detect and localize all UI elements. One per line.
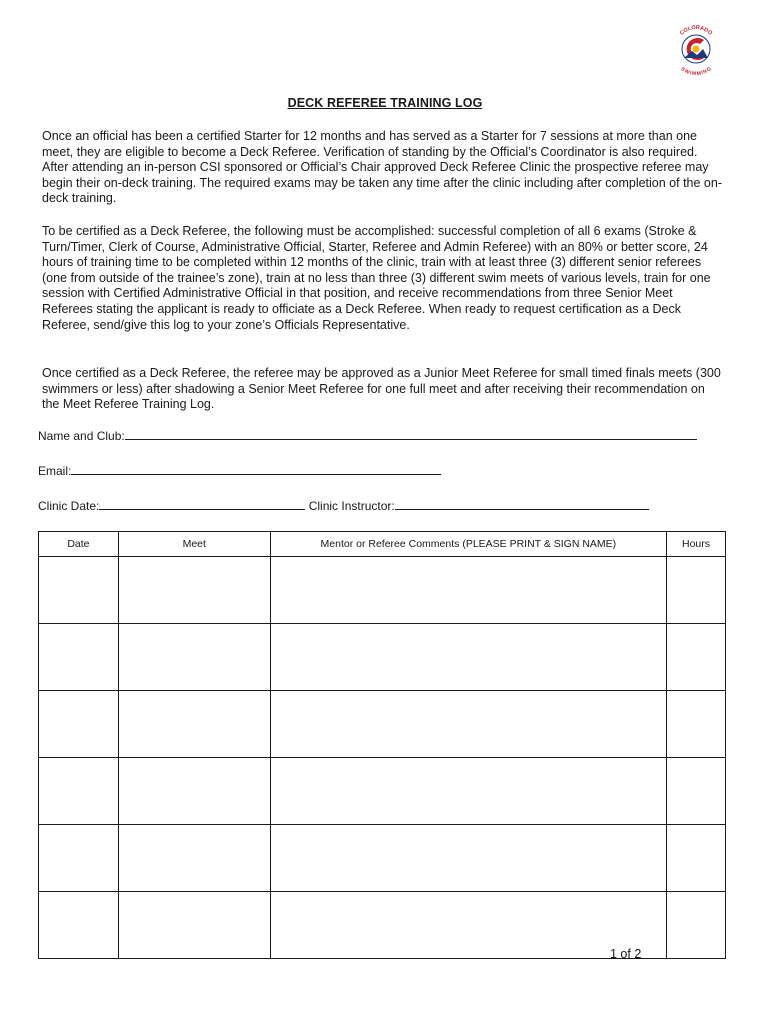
- clinic-date-label: Clinic Date:: [38, 499, 100, 513]
- date-cell[interactable]: [39, 624, 119, 691]
- hours-cell[interactable]: [667, 892, 726, 959]
- comments-cell[interactable]: [270, 758, 666, 825]
- date-cell[interactable]: [39, 892, 119, 959]
- meet-cell[interactable]: [118, 892, 270, 959]
- hours-cell[interactable]: [667, 825, 726, 892]
- training-log-table: [38, 531, 726, 959]
- paragraph-certification-requirements: To be certified as a Deck Referee, the following must be accomplished: successful completion of all 6 exams (Stroke & Turn/Timer, Clerk of Course, Administrative Official, Starter, Referee and Admin Referee) with an 80% or better score, 24 hours of training time to be completed within 12 months of the clinic, train with at least three (3) different senior referees (one from outside of the trainee’s zone), train at no less than three (3) different swim meets of various levels, train for one session with Certified Administrative Official in that position, and receive recommendations from three Senior Meet Referees stating the applicant is ready to officiate as a Deck Referee. When ready to request certification as a Deck Referee, send/give this log to your zone’s Officials Representative.: [42, 224, 711, 332]
- table-row: [39, 758, 726, 825]
- date-cell[interactable]: [39, 825, 119, 892]
- date-cell[interactable]: [39, 557, 119, 624]
- email-input[interactable]: [71, 462, 441, 475]
- header-comments: Mentor or Referee Comments (PLEASE PRINT & SIGN NAME): [270, 532, 666, 557]
- meet-cell[interactable]: [118, 825, 270, 892]
- meet-cell[interactable]: [118, 758, 270, 825]
- date-cell[interactable]: [39, 691, 119, 758]
- table-row: [39, 557, 726, 624]
- meet-cell[interactable]: [118, 624, 270, 691]
- clinic-instructor-label: Clinic Instructor:: [308, 499, 395, 513]
- name-club-label: Name and Club:: [38, 429, 125, 443]
- colorado-swimming-logo: [670, 22, 722, 76]
- table-row: [39, 691, 726, 758]
- name-club-field: [38, 427, 697, 443]
- email-label: Email:: [38, 464, 72, 478]
- comments-cell[interactable]: [270, 557, 666, 624]
- clinic-instructor-input[interactable]: [395, 497, 649, 510]
- hours-cell[interactable]: [667, 557, 726, 624]
- email-field: [38, 462, 441, 478]
- comments-cell[interactable]: [270, 624, 666, 691]
- comments-cell[interactable]: [270, 892, 666, 959]
- table-header-row: [39, 532, 726, 557]
- header-hours: Hours: [667, 532, 726, 557]
- hours-cell[interactable]: [667, 691, 726, 758]
- meet-cell[interactable]: [118, 691, 270, 758]
- header-meet: Meet: [118, 532, 270, 557]
- document-title: DECK REFEREE TRAINING LOG: [287, 96, 483, 110]
- page-number: 1 of 2: [610, 947, 642, 961]
- comments-cell[interactable]: [270, 825, 666, 892]
- comments-cell[interactable]: [270, 691, 666, 758]
- paragraph-eligibility: Once an official has been a certified Starter for 12 months and has served as a Starter for 7 sessions at more than one meet, they are eligible to become a Deck Referee. Verification of standing by the Official’s Coordinator is also required. After attending an in-person CSI sponsored or Official’s Chair approved Deck Referee Clinic the prospective referee may begin their on-deck training. The required exams may be taken any time after the clinic including after completion of the on-deck training.: [42, 129, 722, 206]
- logo-top-text: COLORADO: [678, 24, 714, 37]
- clinic-date-field: [38, 497, 649, 513]
- name-club-input[interactable]: [125, 427, 697, 440]
- date-cell[interactable]: [39, 758, 119, 825]
- svg-text:SWIMMING: [680, 66, 713, 76]
- paragraph-junior-meet-referee: Once certified as a Deck Referee, the referee may be approved as a Junior Meet Referee for small timed finals meets (300 swimmers or less) after shadowing a Senior Meet Referee for one full meet and after receiving their recommendation on the Meet Referee Training Log.: [42, 366, 721, 412]
- clinic-date-input[interactable]: [99, 497, 305, 510]
- table-row: [39, 825, 726, 892]
- hours-cell[interactable]: [667, 624, 726, 691]
- table-row: [39, 624, 726, 691]
- meet-cell[interactable]: [118, 557, 270, 624]
- logo-bottom-text: SWIMMING: [679, 66, 713, 76]
- header-date: Date: [39, 532, 119, 557]
- hours-cell[interactable]: [667, 758, 726, 825]
